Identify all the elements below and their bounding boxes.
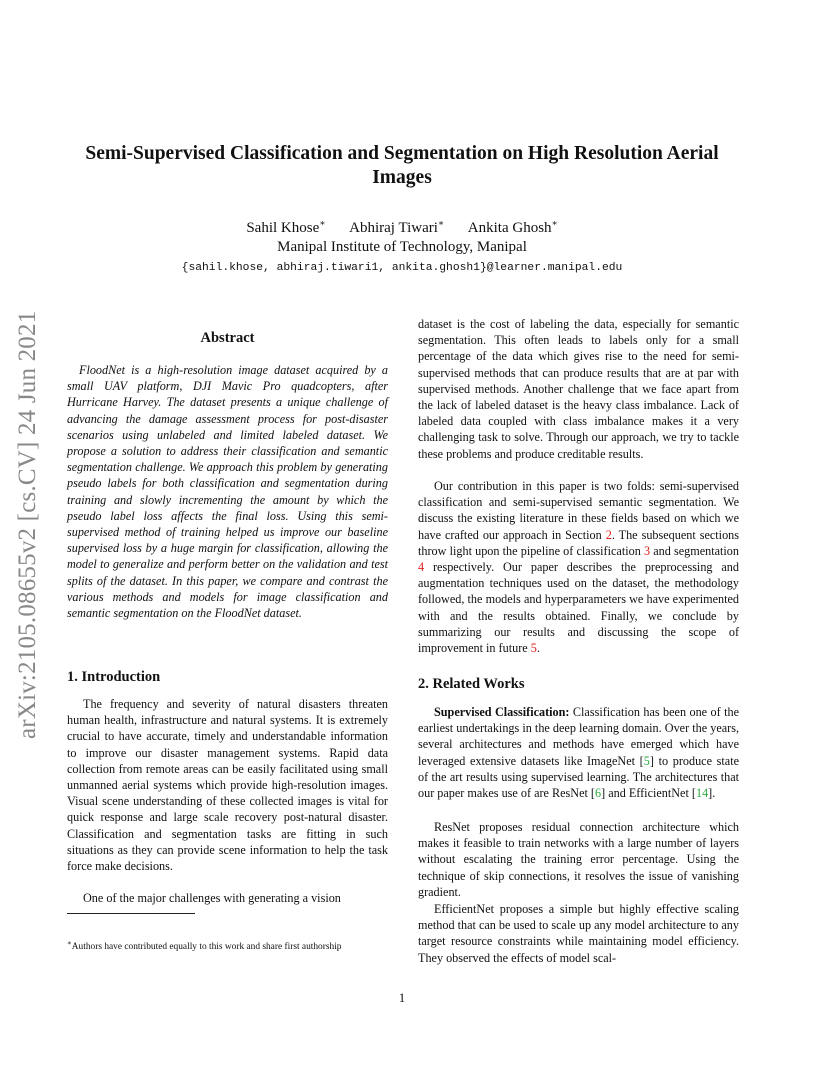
section-ref-link[interactable]: 5 [530,641,537,656]
author [349,220,444,236]
author-name: Ankita Ghosh [467,220,552,236]
abstract-heading: Abstract [200,330,255,346]
text-run: and segmentation [650,543,739,558]
introduction-paragraph: The frequency and severity of natural disasters threaten human health, infrastructure and natural systems. It is extremely crucial to have accurate, timely and understandable information to improve our disaster management systems. Rapid data collection from remote areas can be easily facilitated using small unmanned aerial systems which provide high-resolution images. Visual scene understanding of these collected images is vital for quick response and large scale recovery post-natural disaster. Classification and segmentation tasks are fitting in such situations as they can provide scene information to help the task force make decisions. [67,697,388,874]
text-run: . The subsequent sections throw light upon the pipeline of classification [418,527,739,558]
paragraph-lead: Supervised Classification: [434,705,570,719]
author-name: Sahil Khose [246,220,320,236]
introduction-heading: 1. Introduction [67,669,161,685]
section-ref-link[interactable]: 3 [643,543,651,558]
affiliation: Manipal Institute of Technology, Manipal [277,239,527,255]
citation-link[interactable]: 14 [695,786,709,801]
arxiv-identifier: arXiv:2105.08655v2 [cs.CV] 24 Jun 2021 [14,310,41,740]
related-works-paragraph: EfficientNet proposes a simple but highly effective scaling method that can be used to scale up any model architecture to any target resource constraints while maintaining model efficiency. They observed the effects of model scal- [418,902,739,965]
paper-title: Semi-Supervised Classification and Segmentation on High Resolution Aerial Images [85,143,719,188]
author [468,220,558,236]
abstract-text: FloodNet is a high-resolution image dataset acquired by a small UAV platform, DJI Mavic Pro quadcopters, after Hurricane Harvey. The dataset presents a unique challenge of advancing the damage assessment process for post-disaster scenarios using unlabeled and limited labeled dataset. We propose a solution to address their classification and semantic segmentation challenge. We approach this problem by generating pseudo labels for both classification and segmentation during training and slowly incrementing the amount by which the pseudo label loss affects the final loss. Using this semi-supervised method of training helped us improve our baseline supervised loss by a huge margin for classification, allowing the model to generalize and perform better on the validation and test splits of the dataset. In this paper, we compare and contrast the various methods and models for image classification and semantic segmentation on the FloodNet dataset. [67,363,388,621]
author-mark: ∗ [551,218,558,228]
author-mark: ∗ [437,218,445,228]
citation-link[interactable]: 6 [595,786,602,801]
text-run: . [536,641,540,656]
text-run: ] and EfficientNet [ [601,786,696,801]
related-works-paragraph [418,704,739,801]
text-run: ]. [708,786,716,801]
related-works-paragraph: ResNet proposes residual connection architecture which makes it feasible to train networks with a large number of layers without escalating the training error percentage. Using the technique of skip connections, it resolves the issue of vanishing gradient. [418,820,739,899]
introduction-paragraph: One of the major challenges with generating a vision [83,891,341,905]
page-number: 1 [398,990,406,1005]
body-paragraph: dataset is the cost of labeling the data, especially for semantic segmentation. This often leads to labels only for a small percentage of the data which gives rise to the need for semi-supervised methods that can produce results that are at par with supervised methods. Another challenge that we face apart from the lack of labeled dataset is the heavy class imbalance. Lack of labeled data coupled with class imbalance makes it a very challenging task to solve. Through our approach, we try to tackle these problems and produce creditable results. [418,317,739,461]
text-run: respectively. Our paper describes the preprocessing and augmentation techniques used on the dataset, the methodology followed, the models and hyperparameters we have experimented with and the results obtained. Finally, we conclude by summarizing our results and discussing the scope of improvement in future [418,560,739,656]
section-ref-link[interactable]: 2 [605,527,612,542]
author-name: Abhiraj Tiwari [349,220,438,236]
text-run: ] to produce state of the art results using supervised learning. The architectures that our paper makes use of are ResNet [ [418,753,740,801]
contribution-paragraph [418,478,739,656]
related-works-heading: 2. Related Works [418,676,525,692]
footnote [67,939,342,952]
author-mark: ∗ [319,218,326,228]
author [246,220,325,236]
footnote-mark: ∗ [67,939,72,947]
footnote-text: Authors have contributed equally to this work and share first authorship [71,942,342,953]
text-run: Classification has been one of the earliest undertakings in the deep learning domain. Over the years, several architectures and methods have emerged which have leveraged extensive datasets like ImageNet [ [418,705,739,768]
author-emails: {sahil.khose, abhiraj.tiwari1, ankita.ghosh1}@learner.manipal.edu [181,262,623,274]
author-list [70,218,734,237]
section-ref-link[interactable]: 4 [418,560,425,575]
citation-link[interactable]: 5 [643,753,650,768]
text-run: Our contribution in this paper is two folds: semi-supervised classification and semi-supervised semantic segmentation. We discuss the existing literature in these fields based on which we have crafted our approach in Section [418,479,739,542]
footnote-rule [67,913,195,914]
